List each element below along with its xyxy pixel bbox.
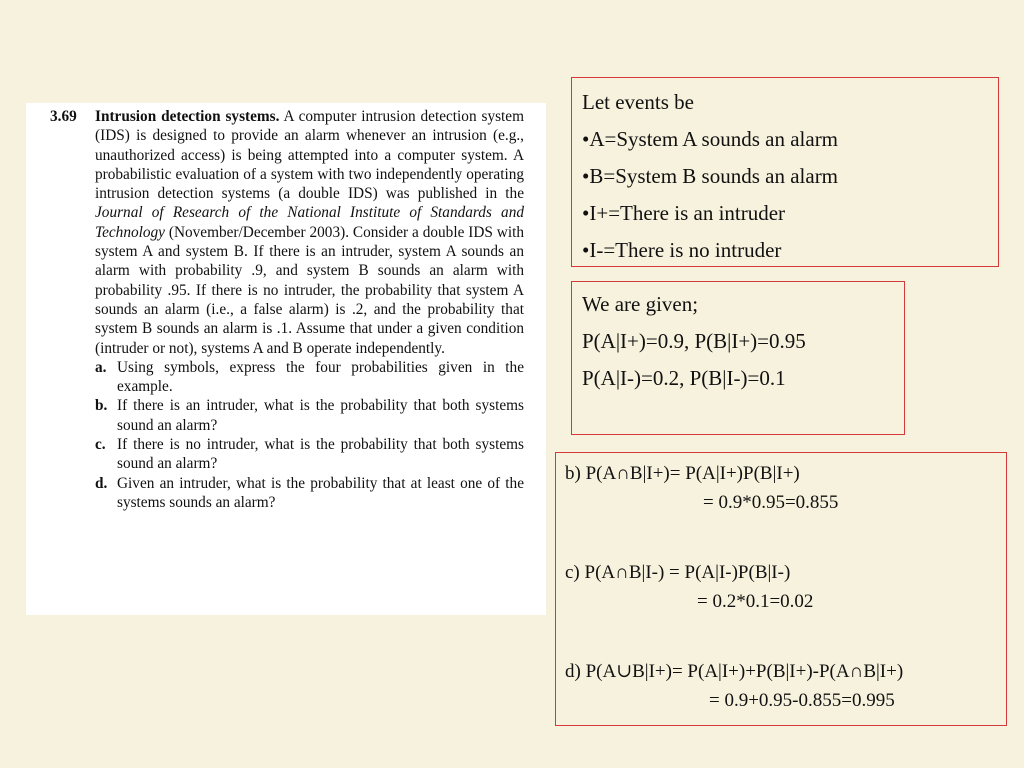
part-letter: c. xyxy=(95,436,106,454)
problem-part-c xyxy=(95,435,524,474)
problem-statement xyxy=(50,107,524,358)
solution-d-result: = 0.9+0.95-0.855=0.995 xyxy=(709,690,895,711)
solution-c-result: = 0.2*0.1=0.02 xyxy=(697,591,814,612)
problem-body xyxy=(95,107,524,358)
problem-part-b xyxy=(95,396,524,435)
problem-part-d xyxy=(95,474,524,513)
part-text: Using symbols, express the four probabilities given in the example. xyxy=(117,358,524,396)
textbook-problem-panel xyxy=(26,103,546,615)
given-no-intruder-probabilities: P(A|I-)=0.2, P(B|I-)=0.1 xyxy=(582,366,786,390)
event-no-intruder-definition: •I-=There is no intruder xyxy=(582,238,782,262)
solutions-box xyxy=(555,452,1007,726)
part-letter: b. xyxy=(95,397,108,415)
events-definition-box xyxy=(571,77,999,267)
part-letter: a. xyxy=(95,358,107,376)
problem-parts xyxy=(50,358,524,512)
solution-b-formula: b) P(A∩B|I+)= P(A|I+)P(B|I+) xyxy=(565,463,800,484)
event-intruder-definition: •I+=There is an intruder xyxy=(582,201,786,225)
event-b-definition: •B=System B sounds an alarm xyxy=(582,164,839,188)
solution-d-formula: d) P(A∪B|I+)= P(A|I+)+P(B|I+)-P(A∩B|I+) xyxy=(565,661,904,682)
problem-title: Intrusion detection systems. xyxy=(95,108,280,125)
solution-b-result: = 0.9*0.95=0.855 xyxy=(703,492,839,513)
event-a-definition: •A=System A sounds an alarm xyxy=(582,127,839,151)
part-text: Given an intruder, what is the probability that at least one of the systems sounds an alarm? xyxy=(117,474,524,511)
given-probabilities-box xyxy=(571,281,905,435)
problem-part-a xyxy=(95,358,524,397)
solution-c-formula: c) P(A∩B|I-) = P(A|I-)P(B|I-) xyxy=(565,562,791,583)
problem-number: 3.69 xyxy=(50,108,77,125)
problem-text-2: (November/December 2003). Consider a double IDS with system A and system B. If there is an intruder, system A sounds an alarm with probability .9, and system B sounds an alarm with probability .95. If there is no intruder, the probability that system A sounds an alarm (i.e., a false alarm) is .2, and the probability that system B sounds an alarm is .1. Assume that under a given condition (intruder or not), systems A and B operate independently. xyxy=(95,223,524,357)
given-heading: We are given; xyxy=(582,292,699,316)
part-text: If there is an intruder, what is the probability that both systems sound an alarm? xyxy=(117,397,524,434)
problem-text-1: A computer intrusion detection system (IDS) is designed to provide an alarm whenever an intrusion (e.g., unauthorized access) is being attempted into a computer system. A probabilistic evaluation of a system with two independently operating intrusion detection systems (a double IDS) was published in the xyxy=(95,108,524,203)
part-letter: d. xyxy=(95,474,108,492)
events-heading: Let events be xyxy=(582,90,694,114)
part-text: If there is no intruder, what is the probability that both systems sound an alarm? xyxy=(117,436,524,473)
journal-name: Journal of Research of the National Institute of Standards and Technology xyxy=(95,204,524,241)
given-intruder-probabilities: P(A|I+)=0.9, P(B|I+)=0.95 xyxy=(582,329,806,353)
